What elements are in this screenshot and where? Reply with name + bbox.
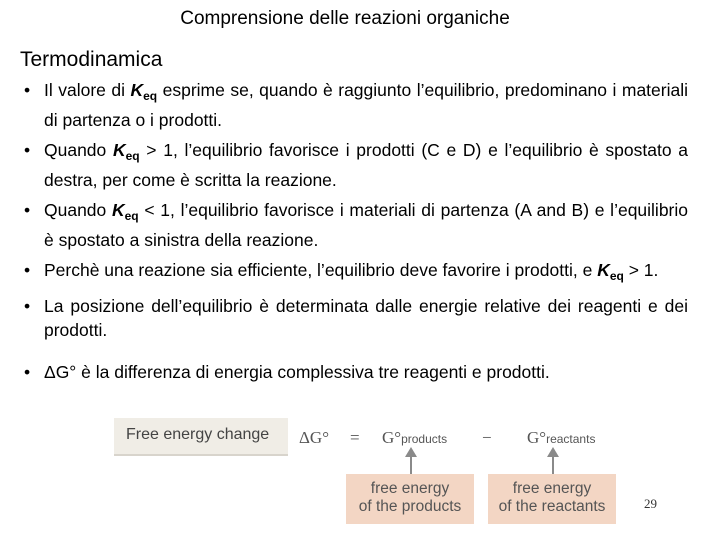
bullet-text: Il valore di [44,80,131,100]
bullet-text: Quando [44,200,112,220]
bullet-text: > 1. [623,260,659,280]
note-line: free energy [512,480,592,497]
equation-minus: − [482,428,492,447]
bullet-keq-meaning [22,78,688,132]
slide-title: Comprensione delle reazioni organiche [180,8,510,29]
note-line: of the reactants [498,498,606,515]
bullet-keq-less [22,198,688,252]
g-symbol: G° [382,428,402,447]
free-energy-change-label: Free energy change [126,426,270,443]
bullet-text: Perchè una reazione sia efficiente, l’equilibrio deve favorire i prodotti, e [44,260,598,280]
keq-k: K [130,80,144,100]
bullet-text: < 1, l’equilibrio favorisce i materiali di partenza (A and B) e l’equilibrio è spostato a sinistra della reazione. [44,200,688,250]
keq-symbol [597,260,624,283]
bullet-efficiency [22,258,688,288]
note-free-energy-products [346,474,474,524]
g-subscript-reactants: reactants [546,432,596,446]
bullet-text: esprime se, quando è raggiunto l’equilibrio, predominano i materiali di partenza o i prodotti. [44,80,688,130]
bullet-equilibrium-position [22,294,688,342]
section-title: Termodinamica [20,48,163,71]
arrow-up-icon [552,456,554,474]
keq-symbol [130,80,158,103]
bullet-text: > 1, l’equilibrio favorisce i prodotti (C e D) e l’equilibrio è spostato a destra, per come è scritta la reazione. [44,140,688,190]
keq-subscript: eq [143,89,158,103]
delta-g-symbol: ΔG° [44,362,77,382]
arrow-up-icon [410,456,412,474]
keq-symbol [111,200,139,223]
equation-delta-g: ΔG° [299,428,330,447]
equation-g-products [382,428,447,448]
bullet-keq-greater [22,138,688,192]
g-subscript-products: products [401,432,448,446]
bullet-text: è la differenza di energia complessiva tre reagenti e prodotti. [76,362,550,382]
keq-subscript: eq [124,209,139,223]
note-line: free energy [370,480,450,497]
keq-subscript: eq [609,269,624,283]
keq-subscript: eq [125,149,140,163]
equation-equals: = [350,428,360,447]
bullet-text: La posizione dell’equilibrio è determinata dalle energie relative dei reagenti e dei prodotti. [44,296,688,340]
equation-g-reactants [527,428,595,448]
bullet-delta-g [22,360,720,384]
page-number: 29 [644,496,657,511]
keq-k: K [111,200,125,220]
bullet-list [22,78,688,348]
note-line: of the products [358,498,462,515]
note-free-energy-reactants [488,474,616,524]
keq-symbol [112,140,140,163]
bullet-text: Quando [44,140,113,160]
keq-k: K [597,260,610,280]
g-symbol: G° [527,428,547,447]
keq-k: K [112,140,126,160]
free-energy-change-label-box [114,418,288,456]
